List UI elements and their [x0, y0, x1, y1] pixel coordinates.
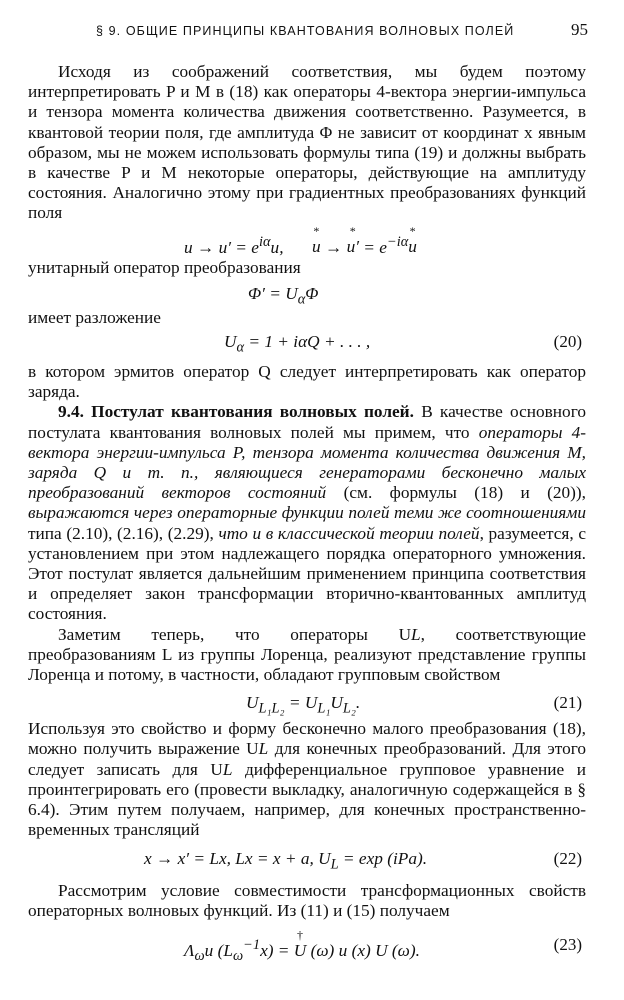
page-number: 95: [571, 20, 588, 39]
equation-number: (22): [553, 848, 582, 868]
paragraph: [28, 881, 586, 921]
text-run: L: [258, 739, 269, 759]
dagger-accent: †: [297, 927, 304, 942]
paragraph: [28, 62, 586, 224]
star-accent: *: [313, 224, 320, 239]
equation-20: $U_\alpha = 1 + i\alpha Q$ + . . . , (20): [224, 332, 582, 356]
text-run: , разумеется, с установлением при этом надлежащего порядка операторного умножения. Этот постулат является дальнейшим применением принципа соответствия и определяет закон трансформации вторично-квантованных амплитуд состояния.: [28, 523, 586, 624]
text-run: (см. формулы (18) и (20)),: [326, 483, 586, 503]
text-run: унитарный оператор преобразования: [28, 257, 301, 277]
text-run: Исходя из соображений соответствия, мы будем поэтому интерпретировать P и M в (18) как операторы 4-вектора энергии-импульса и тензора момента количества движения соответственно. Разумеется, в квантовой теории поля, где амплитуда Φ не зависит от координат x явным образом, мы не можем использовать формулы типа (19) и должны выбрать в качестве P и M некоторые операторы, действующие на амплитуду состояния. Аналогично этому при градиентных преобразованиях функций поля: [28, 62, 586, 223]
paragraph: [28, 625, 586, 686]
star-accent: *: [349, 224, 356, 239]
equation-22: x → x′ = Lx, Lx = x + a, $U_L = \exp (iPa)$. (22): [144, 848, 582, 872]
text-run: В качестве основного постулата квантования волновых полей мы примем, что: [28, 402, 586, 442]
paragraph: [28, 719, 586, 840]
running-head: § 9. ОБЩИЕ ПРИНЦИПЫ КВАНТОВАНИЯ ВОЛНОВЫХ ПОЛЕЙ: [96, 24, 515, 38]
paragraph: [28, 308, 586, 328]
page-body: [28, 62, 587, 965]
text-run: L: [411, 624, 421, 644]
text-run: дифференциальное групповое уравнение и проинтегрировать его (провести выкладку, аналогичную содержащейся в § 6.4). Этим путем получаем, например, для конечных пространственно-временных трансляций: [28, 759, 586, 840]
text-run: операторы 4-вектора энергии-импульса P, тензора момента количества движения M, заряда Q и т. п., являющиеся генераторами бесконечно малых преобразований векторов состояний: [28, 422, 586, 503]
phi-transform-equation: $\Phi' = U_\alpha\Phi$: [248, 283, 319, 308]
text-run: в котором эрмитов оператор Q следует интерпретировать как оператор заряда.: [28, 362, 586, 402]
text-run: типа (2.10), (2.16), (2.29),: [28, 523, 219, 543]
text-run: выражаются через операторные функции полей теми же соотношениями: [28, 503, 586, 523]
page-header: [96, 20, 588, 42]
text-run: что и в классической теории полей: [218, 523, 480, 543]
equation-number: (20): [553, 332, 582, 352]
text-run: Рассмотрим условие совместимости трансформационных свойств операторных волновых функций. Из (11) и (15) получаем: [28, 880, 586, 920]
text-run: L: [222, 759, 233, 779]
equation-23: $\Lambda_\omega u$ $(L_\omega^{-1}x) = U$ † (ω) u (x) U (ω). (23): [184, 927, 582, 965]
paragraph: [28, 258, 586, 278]
text-run: , соответствующие преобразованиям L из группы Лоренца, реализуют представление группы Лоренца и потому, в частности, обладают групповым свойством: [28, 624, 586, 685]
equation-number: (21): [553, 693, 582, 713]
text-run: для конечных преобразований. Для этого следует записать для U: [28, 739, 587, 779]
gauge-transformation-equation: $u \to u' = e^{i\alpha}u$, u * → u′ * = $e^{-i\alpha}u$ *: [184, 224, 417, 257]
text-run: 9.4. Постулат квантования волновых полей.: [58, 402, 414, 422]
paragraph: [28, 362, 586, 402]
text-run: имеет разложение: [28, 307, 161, 327]
paragraph: [28, 402, 586, 624]
equation-number: (23): [553, 934, 582, 954]
equation-21: $U_{L_1L_2} = U_{L_1}U_{L_2}$. (21): [246, 693, 582, 717]
text-run: Заметим теперь, что операторы U: [58, 624, 412, 644]
text-run: Используя это свойство и форму бесконечно малого преобразования (18), можно получить выражение U: [28, 719, 586, 759]
star-accent: *: [409, 224, 416, 239]
